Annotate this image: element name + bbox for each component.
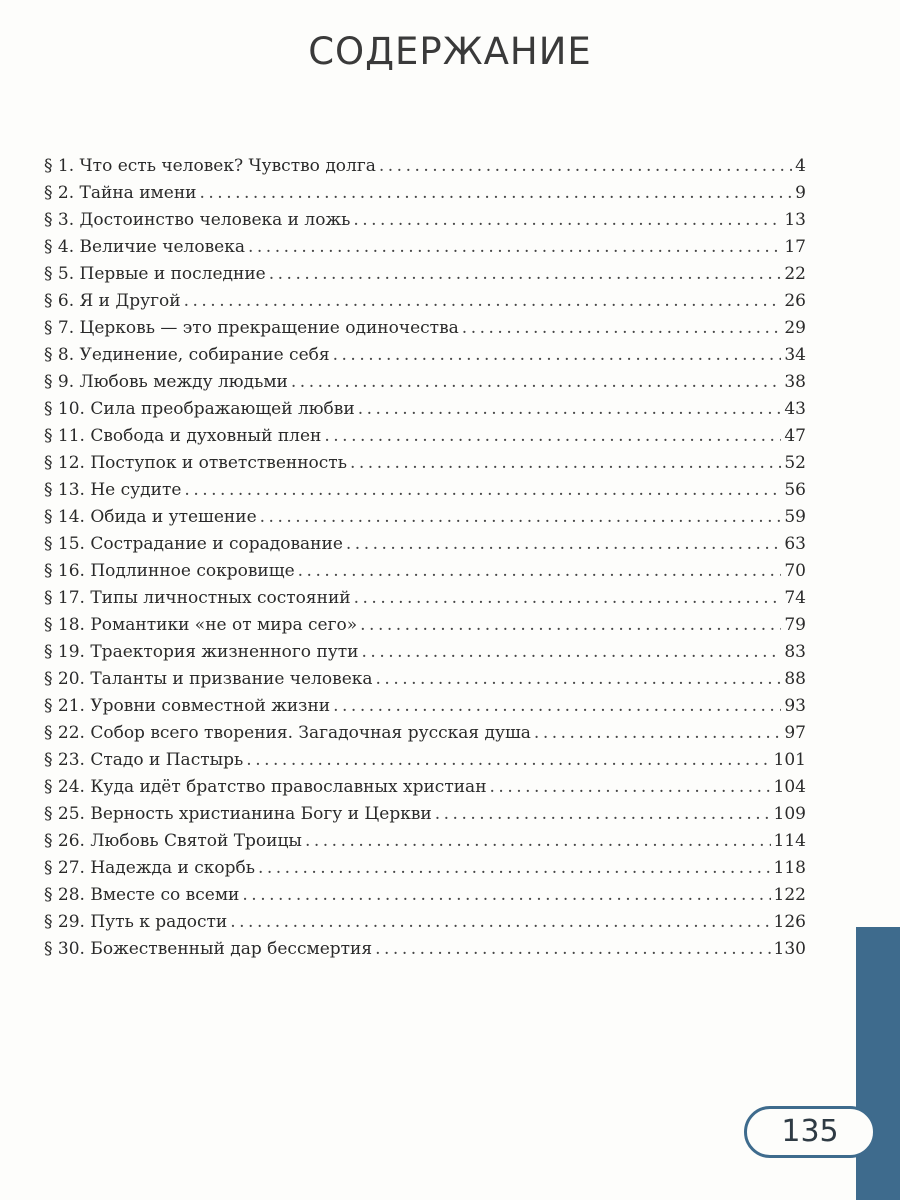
toc-entry-page: 9: [795, 183, 806, 203]
toc-entry-page: 63: [784, 534, 806, 554]
toc-entry-page: 88: [784, 669, 806, 689]
toc-entry-page: 74: [784, 588, 806, 608]
toc-dot-leader: [362, 639, 782, 666]
toc-dot-leader: [260, 504, 782, 531]
toc-entry-page: 47: [784, 426, 806, 446]
page-title: СОДЕРЖАНИЕ: [308, 30, 592, 73]
toc-entry: [44, 207, 806, 234]
toc-dot-leader: [379, 153, 792, 180]
toc-entry-page: 101: [773, 750, 806, 770]
toc-entry: [44, 828, 806, 855]
toc-entry-title: § 6. Я и Другой: [44, 291, 181, 311]
toc-entry: [44, 747, 806, 774]
toc-entry-page: 83: [784, 642, 806, 662]
toc-dot-leader: [333, 342, 782, 369]
toc-dot-leader: [534, 720, 781, 747]
toc-entry-title: § 8. Уединение, собирание себя: [44, 345, 330, 365]
toc-entry-page: 52: [784, 453, 806, 473]
toc-dot-leader: [258, 855, 771, 882]
toc-entry-title: § 10. Сила преображающей любви: [44, 399, 355, 419]
toc-entry: [44, 774, 806, 801]
toc-entry-page: 22: [784, 264, 806, 284]
toc-dot-leader: [291, 369, 781, 396]
toc-entry-title: § 22. Собор всего творения. Загадочная русская душа: [44, 723, 531, 743]
toc-dot-leader: [462, 315, 782, 342]
toc-entry: [44, 585, 806, 612]
toc-entry: [44, 504, 806, 531]
toc-entry-title: § 29. Путь к радости: [44, 912, 228, 932]
toc-entry-page: 26: [784, 291, 806, 311]
toc-entry-title: § 19. Траектория жизненного пути: [44, 642, 359, 662]
toc-dot-leader: [324, 423, 781, 450]
toc-entry: [44, 342, 806, 369]
toc-entry-title: § 4. Величие человека: [44, 237, 245, 257]
toc-entry-title: § 15. Сострадание и сорадование: [44, 534, 343, 554]
toc-entry-page: 17: [784, 237, 806, 257]
toc-dot-leader: [199, 180, 792, 207]
toc-entry-page: 130: [773, 939, 806, 959]
toc-entry-title: § 20. Таланты и призвание человека: [44, 669, 373, 689]
toc-entry: [44, 396, 806, 423]
toc-dot-leader: [358, 396, 782, 423]
toc-entry-title: § 23. Стадо и Пастырь: [44, 750, 244, 770]
toc-entry: [44, 720, 806, 747]
toc-entry: [44, 855, 806, 882]
toc-entry-page: 43: [784, 399, 806, 419]
toc-entry: [44, 801, 806, 828]
toc-entry: [44, 234, 806, 261]
toc-entry-page: 79: [784, 615, 806, 635]
toc-dot-leader: [184, 477, 781, 504]
table-of-contents: [44, 153, 806, 963]
toc-entry-title: § 12. Поступок и ответственность: [44, 453, 347, 473]
toc-entry-title: § 17. Типы личностных состояний: [44, 588, 351, 608]
toc-dot-leader: [353, 207, 781, 234]
toc-dot-leader: [305, 828, 771, 855]
toc-entry-title: § 18. Романтики «не от мира сего»: [44, 615, 358, 635]
toc-entry-title: § 2. Тайна имени: [44, 183, 197, 203]
toc-entry: [44, 666, 806, 693]
toc-entry-title: § 9. Любовь между людьми: [44, 372, 288, 392]
toc-entry-title: § 5. Первые и последние: [44, 264, 266, 284]
toc-entry: [44, 882, 806, 909]
toc-entry-page: 118: [773, 858, 806, 878]
toc-entry-title: § 16. Подлинное сокровище: [44, 561, 295, 581]
toc-entry: [44, 936, 806, 963]
toc-entry-page: 38: [784, 372, 806, 392]
toc-entry-title: § 1. Что есть человек? Чувство долга: [44, 156, 376, 176]
toc-entry: [44, 261, 806, 288]
toc-dot-leader: [375, 936, 770, 963]
toc-entry-title: § 26. Любовь Святой Троицы: [44, 831, 302, 851]
toc-entry-page: 122: [773, 885, 806, 905]
toc-entry: [44, 450, 806, 477]
toc-entry: [44, 423, 806, 450]
toc-entry: [44, 153, 806, 180]
toc-entry-title: § 11. Свобода и духовный плен: [44, 426, 322, 446]
toc-dot-leader: [435, 801, 771, 828]
toc-entry-page: 126: [773, 912, 806, 932]
toc-dot-leader: [333, 693, 781, 720]
toc-entry-title: § 14. Обида и утешение: [44, 507, 257, 527]
toc-entry-title: § 24. Куда идёт братство православных христиан: [44, 777, 487, 797]
toc-entry-title: § 25. Верность христианина Богу и Церкви: [44, 804, 432, 824]
toc-entry-title: § 27. Надежда и скорбь: [44, 858, 255, 878]
toc-entry: [44, 315, 806, 342]
toc-entry-page: 29: [784, 318, 806, 338]
toc-entry-page: 114: [773, 831, 806, 851]
toc-entry-page: 56: [784, 480, 806, 500]
toc-entry-page: 59: [784, 507, 806, 527]
side-color-tab: [856, 927, 900, 1200]
toc-dot-leader: [298, 558, 782, 585]
toc-dot-leader: [346, 531, 781, 558]
toc-dot-leader: [246, 747, 770, 774]
toc-entry-page: 34: [784, 345, 806, 365]
toc-entry-page: 104: [773, 777, 806, 797]
toc-dot-leader: [490, 774, 771, 801]
toc-entry-title: § 30. Божественный дар бессмертия: [44, 939, 373, 959]
toc-dot-leader: [184, 288, 782, 315]
toc-dot-leader: [350, 450, 781, 477]
toc-dot-leader: [354, 585, 782, 612]
toc-entry-title: § 28. Вместе со всеми: [44, 885, 240, 905]
toc-entry-page: 13: [784, 210, 806, 230]
toc-dot-leader: [242, 882, 770, 909]
toc-entry: [44, 909, 806, 936]
toc-entry-page: 109: [773, 804, 806, 824]
toc-dot-leader: [230, 909, 770, 936]
toc-entry-page: 70: [784, 561, 806, 581]
toc-entry-title: § 13. Не судите: [44, 480, 182, 500]
toc-dot-leader: [248, 234, 781, 261]
toc-entry: [44, 612, 806, 639]
toc-entry: [44, 693, 806, 720]
toc-dot-leader: [376, 666, 782, 693]
toc-dot-leader: [269, 261, 782, 288]
page-number-badge: 135: [744, 1106, 876, 1158]
toc-dot-leader: [360, 612, 781, 639]
toc-entry: [44, 558, 806, 585]
toc-entry: [44, 639, 806, 666]
toc-entry-page: 97: [784, 723, 806, 743]
toc-entry: [44, 477, 806, 504]
toc-entry: [44, 180, 806, 207]
toc-entry: [44, 531, 806, 558]
toc-entry-title: § 21. Уровни совместной жизни: [44, 696, 331, 716]
toc-entry-title: § 7. Церковь — это прекращение одиночества: [44, 318, 459, 338]
toc-entry: [44, 288, 806, 315]
toc-entry-page: 4: [795, 156, 806, 176]
toc-entry-title: § 3. Достоинство человека и ложь: [44, 210, 351, 230]
toc-entry: [44, 369, 806, 396]
toc-entry-page: 93: [784, 696, 806, 716]
